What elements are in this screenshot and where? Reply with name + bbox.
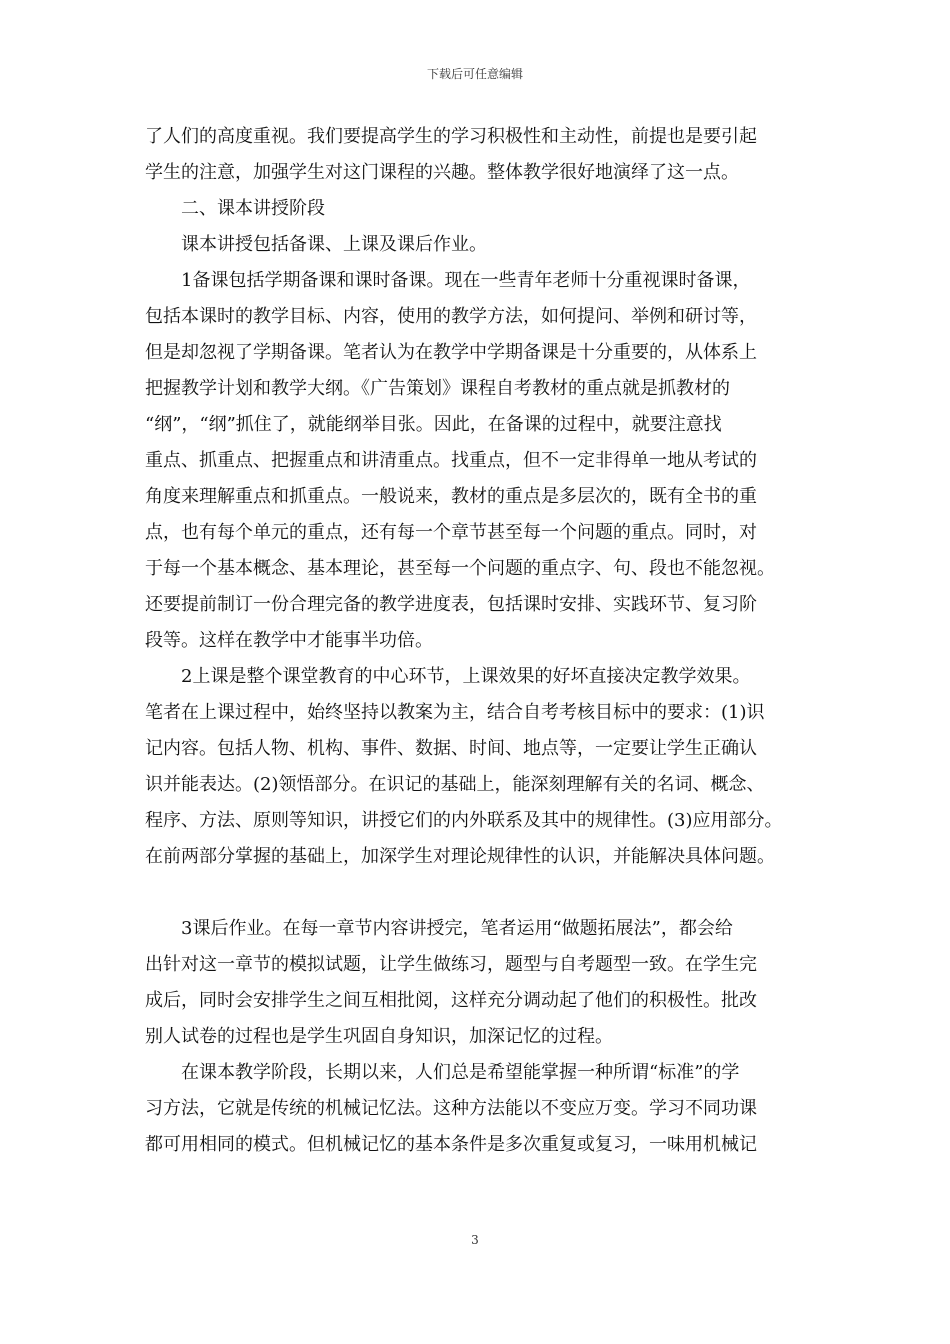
document-body <box>145 119 813 1163</box>
text-line: 出针对这一章节的模拟试题，让学生做练习，题型与自考题型一致。在学生完 <box>145 954 757 975</box>
text-line: 学生的注意，加强学生对这门课程的兴趣。整体教学很好地演绎了这一点。 <box>145 162 739 183</box>
text-line: “纲”，“纲”抓住了，就能纲举目张。因此，在备课的过程中，就要注意找 <box>145 414 722 435</box>
text-line: 包括本课时的教学目标、内容，使用的教学方法，如何提问、举例和研讨等， <box>145 306 757 327</box>
text-line: 二、课本讲授阶段 <box>145 198 325 219</box>
text-line: 点，也有每个单元的重点，还有每一个章节甚至每一个问题的重点。同时，对 <box>145 522 757 543</box>
page-number: 3 <box>471 1233 479 1247</box>
text-line: 别人试卷的过程也是学生巩固自身知识，加深记忆的过程。 <box>145 1026 613 1047</box>
text-line: 2上课是整个课堂教育的中心环节，上课效果的好坏直接决定教学效果。 <box>145 666 751 687</box>
text-line: 了人们的高度重视。我们要提高学生的学习积极性和主动性，前提也是要引起 <box>145 126 757 147</box>
text-line: 1备课包括学期备课和课时备课。现在一些青年老师十分重视课时备课， <box>145 270 751 291</box>
text-line: 重点、抓重点、把握重点和讲清重点。找重点，但不一定非得单一地从考试的 <box>145 450 757 471</box>
text-line: 笔者在上课过程中，始终坚持以教案为主，结合自考考核目标中的要求：(1)识 <box>145 702 765 723</box>
text-line: 识并能表达。(2)领悟部分。在识记的基础上，能深刻理解有关的名词、概念、 <box>145 774 765 795</box>
text-line: 成后，同时会安排学生之间互相批阅，这样充分调动起了他们的积极性。批改 <box>145 990 757 1011</box>
text-line: 把握教学计划和教学大纲。《广告策划》课程自考教材的重点就是抓教材的 <box>145 378 730 399</box>
text-line: 段等。这样在教学中才能事半功倍。 <box>145 630 433 651</box>
text-line: 在课本教学阶段，长期以来，人们总是希望能掌握一种所谓“标准”的学 <box>145 1062 740 1083</box>
text-line: 习方法，它就是传统的机械记忆法。这种方法能以不变应万变。学习不同功课 <box>145 1098 757 1119</box>
text-line: 于每一个基本概念、基本理论，甚至每一个问题的重点字、句、段也不能忽视。 <box>145 558 775 579</box>
text-line: 还要提前制订一份合理完备的教学进度表，包括课时安排、实践环节、复习阶 <box>145 594 757 615</box>
text-line: 在前两部分掌握的基础上，加深学生对理论规律性的认识，并能解决具体问题。 <box>145 846 775 867</box>
text-line: 都可用相同的模式。但机械记忆的基本条件是多次重复或复习，一味用机械记 <box>145 1134 757 1155</box>
page-footer <box>0 1232 950 1248</box>
text-line: 3课后作业。在每一章节内容讲授完，笔者运用“做题拓展法”，都会给 <box>145 918 733 939</box>
text-line: 但是却忽视了学期备课。笔者认为在教学中学期备课是十分重要的，从体系上 <box>145 342 757 363</box>
paragraph-gap <box>145 875 813 911</box>
text-line: 记内容。包括人物、机构、事件、数据、时间、地点等，一定要让学生正确认 <box>145 738 757 759</box>
text-line: 课本讲授包括备课、上课及课后作业。 <box>145 234 487 255</box>
text-line: 程序、方法、原则等知识，讲授它们的内外联系及其中的规律性。(3)应用部分。 <box>145 810 783 831</box>
page-header <box>0 66 950 82</box>
text-line: 角度来理解重点和抓重点。一般说来，教材的重点是多层次的，既有全书的重 <box>145 486 757 507</box>
header-text: 下载后可任意编辑 <box>426 67 523 81</box>
